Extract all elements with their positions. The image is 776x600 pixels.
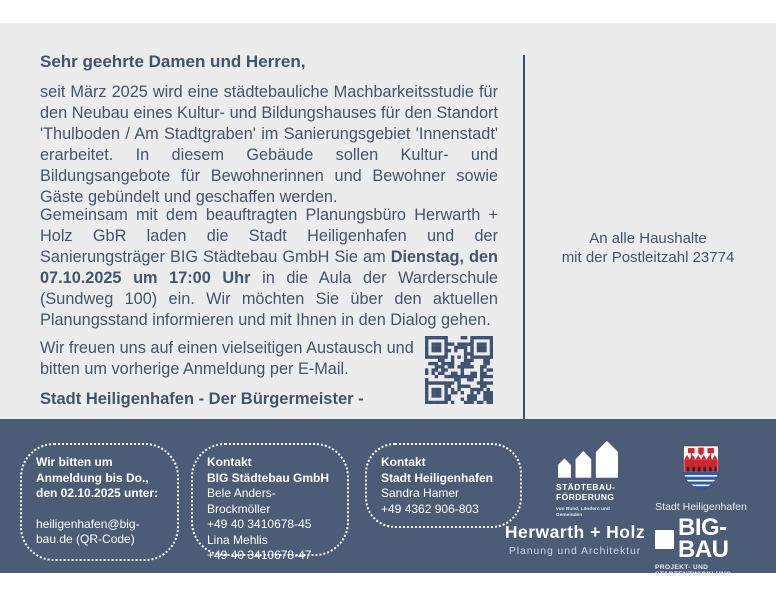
paragraph-invitation: [40, 205, 498, 331]
heiligenhafen-crest: [646, 443, 756, 513]
bubble-line: BIG Städtebau GmbH: [207, 470, 330, 485]
bubble-line: Kontakt: [381, 455, 426, 469]
bubble-line: den 02.10.2025 unter:: [36, 486, 159, 500]
bigbau-logo: [655, 514, 775, 578]
crest-caption: Stadt Heiligenhafen: [655, 501, 747, 513]
contact-phone: +49 40 3410678-47: [207, 548, 312, 562]
bigbau-square-icon: [655, 530, 674, 549]
bubble-line: Anmeldung bis Do.,: [36, 470, 149, 485]
recipient-note: [528, 229, 768, 267]
registration-email: heiligenhafen@big-: [36, 516, 140, 531]
registration-email: bau.de (QR-Code): [36, 532, 135, 546]
houses-icon: [558, 437, 618, 478]
bubble-contact-big: [191, 443, 349, 562]
vertical-divider: [523, 55, 525, 419]
staedtebau-logo-subtext: Gemeinden: [556, 513, 583, 518]
contact-person: Lina Mehlis: [207, 532, 268, 547]
bubble-line: Kontakt: [207, 455, 252, 469]
bubble-registration: [20, 443, 179, 561]
herwarth-holz-logo: [500, 522, 650, 557]
bubble-line: Wir bitten um: [36, 455, 113, 469]
contact-person: Sandra Hamer: [381, 486, 460, 500]
contact-person: Bele Anders-Brockmöller: [207, 486, 276, 516]
herwarth-holz-name: Herwarth + Holz: [504, 522, 646, 542]
recipient-line: An alle Haushalte: [589, 230, 707, 247]
event-date-time: Dienstag, den 07.10.2025 um 17:00 Uhr: [40, 248, 498, 287]
footer-band: [0, 419, 776, 578]
contact-phone: +49 40 3410678-45: [207, 517, 312, 531]
bubble-line: Stadt Heiligenhafen: [381, 470, 494, 485]
bubble-contact-city: [365, 443, 522, 528]
staedtebau-logo-text: FÖRDERUNG: [556, 492, 615, 502]
staedtebaufoerderung-logo: [556, 437, 642, 519]
qr-code: [425, 336, 493, 404]
staedtebau-logo-text: STÄDTEBAU-: [556, 482, 616, 492]
invitation-text-post: in die Aula der Warderschule (Sundweg 100) ein. Wir möchten Sie über den aktuellen Planungsstand informieren und mit Ihnen in den Dialog gehen.: [40, 269, 498, 329]
bigbau-tagline: PROJEKT- UND STADTENTWICKLUNG: [655, 564, 732, 578]
herwarth-holz-tagline: Planung und Architektur: [508, 545, 642, 557]
invitation-text-pre: Gemeinsam mit dem beauftragten Planungsbüro Herwarth + Holz GbR laden die Stadt Heiligenhafen und der Sanierungsträger BIG Städtebau GmbH Sie am: [40, 206, 498, 266]
bigbau-name: BIG-BAU: [678, 514, 729, 563]
signature: Stadt Heiligenhafen - Der Bürgermeister -: [40, 390, 364, 408]
staedtebau-logo-subtext: von Bund, Ländern und: [556, 507, 610, 512]
salutation: Sehr geehrte Damen und Herren,: [40, 52, 306, 71]
paragraph-study: seit März 2025 wird eine städtebauliche Machbarkeitsstudie für den Neubau eines Kultur- und Bildungshauses für den Standort 'Thulboden / Am Stadtgraben' im Sanierungsgebiet 'Innenstadt' erarbeitet. In diesem Gebäude sollen Kultur- und Bildungsangebote für Bewohnerinnen und Bewohner sowie Gäste gebündelt und geschaffen werden.: [40, 83, 498, 206]
coat-of-arms-icon: [678, 443, 724, 493]
recipient-line: mit der Postleitzahl 23774: [561, 249, 735, 266]
paragraph-closing: Wir freuen uns auf einen vielseitigen Austausch und bitten um vorherige Anmeldung per E-Mail.: [40, 339, 414, 378]
contact-phone: +49 4362 906-803: [381, 501, 479, 516]
letter-sheet: [0, 23, 776, 419]
